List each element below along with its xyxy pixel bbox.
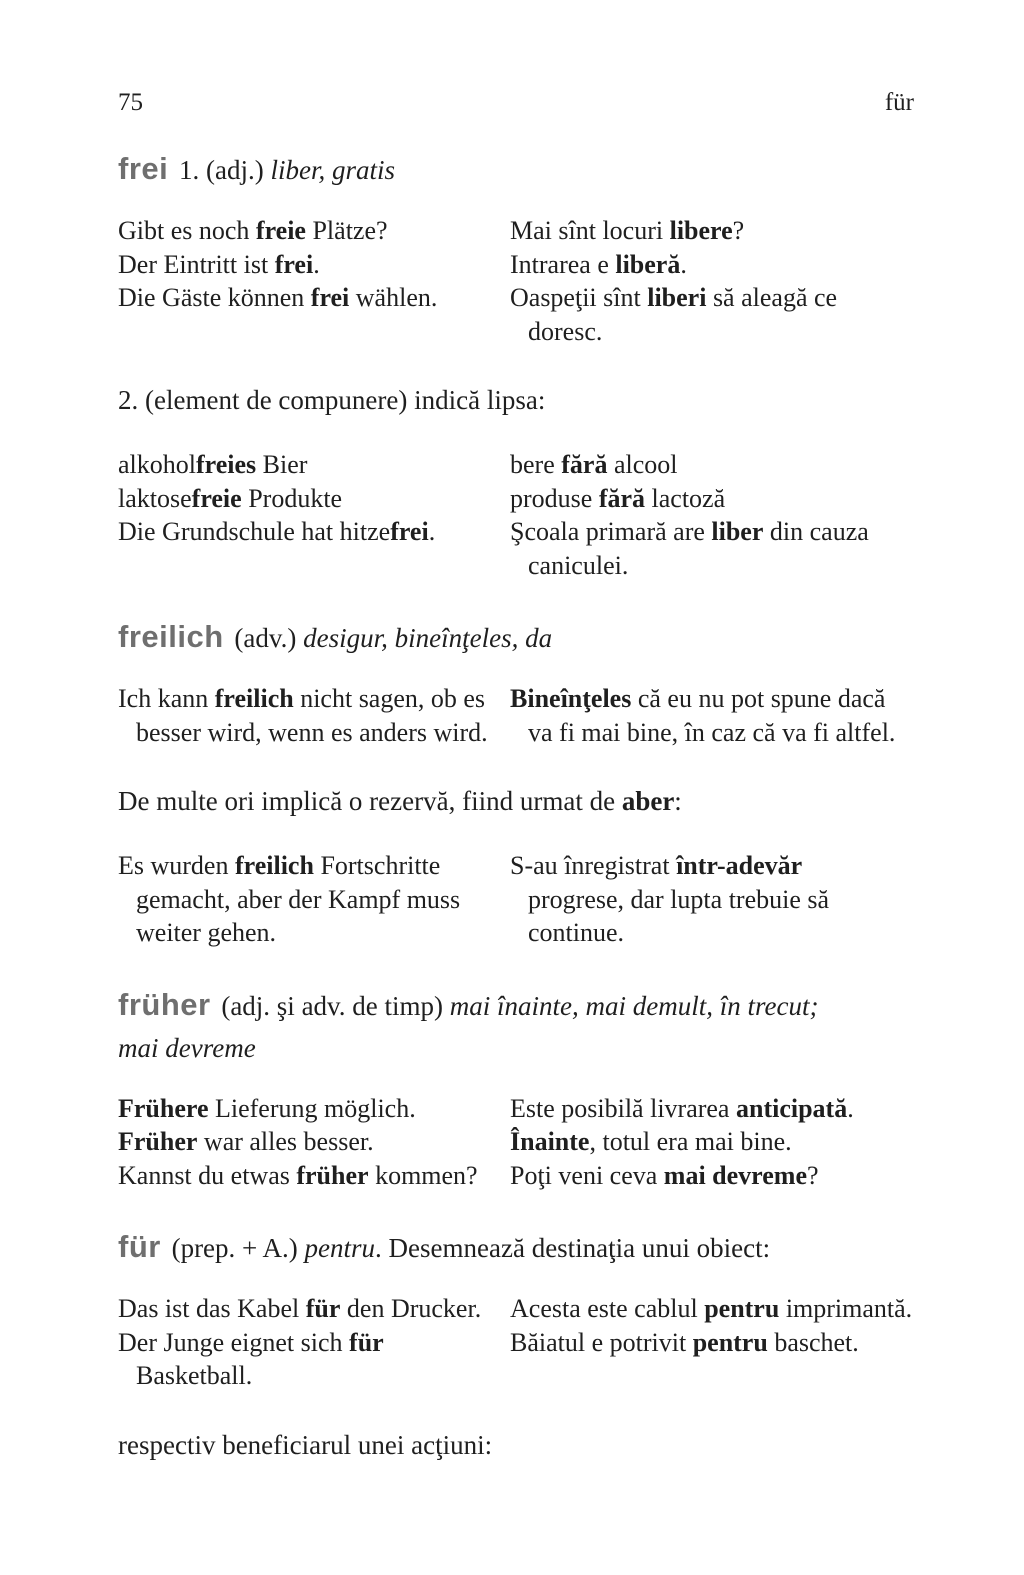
bold-term: freilich	[214, 684, 294, 713]
plain-text: .	[680, 249, 687, 279]
bold-term: liberă	[615, 249, 681, 279]
bold-term: liberi	[647, 283, 707, 312]
bold-term: freies	[196, 450, 257, 479]
example-line	[118, 1359, 510, 1393]
plain-text: Fortschritte	[313, 851, 441, 880]
plain-text: Die Grundschule hat hitze	[118, 517, 391, 546]
headword: früher	[118, 986, 211, 1022]
plain-text: weiter gehen.	[136, 918, 277, 947]
plain-text: Gibt es noch	[118, 216, 256, 245]
example-line	[118, 515, 510, 549]
examples-romanian-column	[510, 682, 914, 749]
examples-german-column	[118, 214, 510, 348]
bold-term: für	[305, 1294, 341, 1323]
plain-text: S-au înregistrat	[510, 851, 677, 880]
plain-text: (adj. şi adv. de timp)	[214, 990, 450, 1021]
example-line	[510, 281, 914, 315]
example-line	[510, 214, 914, 248]
plain-text: 2. (element de compunere) indică lipsa:	[118, 385, 546, 415]
bold-term: anticipată	[735, 1093, 848, 1123]
plain-text: besser wird, wenn es anders wird.	[136, 717, 488, 747]
plain-text: progrese, dar lupta trebuie să	[528, 884, 830, 914]
plain-text: că eu nu pot spune dacă	[631, 684, 886, 713]
plain-text: De multe ori implică o rezervă, fiind urmat de	[118, 786, 622, 816]
plain-text: Este posibilă livrarea	[510, 1093, 736, 1123]
plain-text: nicht sagen, ob es	[293, 684, 486, 713]
italic-translation: desigur, bineînţeles, da	[303, 623, 553, 653]
example-line	[118, 716, 510, 750]
sense-note	[118, 1427, 914, 1463]
plain-text: Poţi veni ceva	[510, 1160, 664, 1190]
plain-text: war alles besser.	[197, 1127, 374, 1156]
plain-text: va fi mai bine, în caz că va fi altfel.	[528, 717, 896, 747]
example-line	[510, 1125, 914, 1159]
entry-header-frei	[118, 148, 914, 191]
entry-header-line	[118, 1027, 914, 1069]
plain-text: Bier	[256, 450, 308, 479]
example-line	[118, 916, 510, 950]
plain-text: . Desemnează destinaţia unui obiect:	[375, 1233, 771, 1263]
plain-text: să aleagă ce	[706, 283, 838, 312]
examples-romanian-column	[510, 1092, 914, 1193]
bold-term: fără	[561, 450, 608, 479]
plain-text: (adv.)	[227, 623, 304, 653]
example-block	[118, 1092, 914, 1193]
examples-romanian-column	[510, 448, 914, 582]
sense-note	[118, 382, 914, 418]
bold-term: pentru	[704, 1294, 780, 1323]
plain-text: bere	[510, 450, 562, 479]
italic-translation: mai devreme	[118, 1032, 256, 1063]
example-line	[510, 448, 914, 482]
plain-text: baschet.	[767, 1327, 859, 1357]
example-line	[118, 1092, 510, 1126]
plain-text: :	[674, 786, 682, 816]
bold-term: mai devreme	[663, 1160, 807, 1190]
example-line	[510, 883, 914, 917]
examples-romanian-column	[510, 849, 914, 950]
examples-german-column	[118, 849, 510, 950]
plain-text: Die Gäste können	[118, 283, 311, 312]
example-line	[118, 281, 510, 315]
examples-german-column	[118, 448, 510, 582]
plain-text: Ich kann	[118, 684, 215, 713]
example-line	[118, 1292, 510, 1326]
bold-term: libere	[669, 216, 733, 245]
bold-term: fără	[598, 483, 646, 513]
plain-text: laktose	[118, 483, 192, 513]
example-line	[118, 849, 510, 883]
example-line	[510, 1326, 914, 1360]
plain-text: .	[847, 1093, 854, 1123]
plain-text: Plätze?	[305, 216, 388, 245]
example-line	[510, 1159, 914, 1193]
plain-text: doresc.	[528, 316, 603, 346]
example-block	[118, 682, 914, 749]
sense-note	[118, 783, 914, 819]
example-block	[118, 849, 914, 950]
bold-term: aber	[621, 786, 675, 816]
plain-text: Intrarea e	[510, 249, 616, 279]
example-line	[510, 315, 914, 349]
plain-text: Lieferung möglich.	[208, 1093, 416, 1123]
bold-term: într-adevăr	[676, 851, 803, 880]
plain-text: wählen.	[349, 283, 438, 312]
page-header	[118, 88, 914, 118]
headword: für	[118, 1229, 161, 1264]
headword: freilich	[118, 619, 224, 654]
example-block	[118, 1292, 914, 1393]
example-line	[118, 1326, 510, 1360]
italic-translation: liber, gratis	[270, 155, 395, 185]
bold-term: freilich	[234, 851, 314, 880]
entry-header-früher	[118, 984, 914, 1069]
plain-text: Der Eintritt ist	[118, 249, 275, 279]
bold-term: Frühere	[118, 1093, 209, 1123]
examples-german-column	[118, 1092, 510, 1193]
entry-header-line	[118, 984, 914, 1027]
bold-term: Früher	[118, 1127, 198, 1156]
example-line	[510, 549, 914, 583]
examples-german-column	[118, 1292, 510, 1393]
example-line	[118, 1159, 510, 1193]
plain-text: respectiv beneficiarul unei acţiuni:	[118, 1429, 493, 1460]
example-line	[118, 482, 510, 516]
plain-text: Băiatul e potrivit	[510, 1327, 693, 1357]
bold-term: früher	[296, 1160, 369, 1190]
bold-term: freie	[255, 216, 306, 245]
plain-text: alkohol	[118, 450, 196, 479]
plain-text: gemacht, aber der Kampf muss	[136, 884, 461, 914]
plain-text: lactoză	[645, 483, 726, 513]
bold-term: für	[349, 1327, 384, 1357]
example-line	[118, 682, 510, 716]
entry-header-für	[118, 1226, 914, 1269]
examples-romanian-column	[510, 1292, 914, 1393]
bold-term: liber	[711, 517, 764, 546]
entry-header-line	[118, 1226, 914, 1269]
plain-text: , totul era mai bine.	[589, 1127, 792, 1156]
plain-text: alcool	[607, 450, 678, 479]
plain-text: Das ist das Kabel	[118, 1294, 306, 1323]
plain-text: (prep. + A.)	[164, 1233, 305, 1263]
plain-text: den Drucker.	[340, 1294, 482, 1323]
plain-text: ?	[732, 216, 745, 245]
example-line	[118, 883, 510, 917]
plain-text: caniculei.	[528, 550, 629, 580]
plain-text: produse	[510, 483, 599, 513]
plain-text: imprimantă.	[779, 1294, 913, 1323]
example-line	[510, 248, 914, 282]
bold-term: freie	[191, 483, 242, 513]
examples-german-column	[118, 682, 510, 749]
plain-text: Oaspeţii sînt	[510, 283, 648, 312]
plain-text: .	[313, 249, 320, 279]
bold-term: frei	[310, 283, 350, 312]
example-block	[118, 214, 914, 348]
plain-text: kommen?	[368, 1160, 478, 1190]
headword: frei	[118, 151, 169, 186]
plain-text: Acesta este cablul	[510, 1294, 705, 1323]
bold-term: frei	[390, 517, 429, 546]
example-line	[510, 849, 914, 883]
running-head: für	[884, 89, 914, 116]
plain-text: ?	[807, 1160, 819, 1190]
page-content	[118, 148, 914, 1463]
bold-term: Înainte	[510, 1127, 590, 1156]
example-line	[118, 1125, 510, 1159]
italic-translation: mai înainte, mai demult, în trecut;	[449, 990, 819, 1021]
example-line	[510, 716, 914, 750]
plain-text: 1. (adj.)	[172, 155, 271, 185]
entry-header-line	[118, 616, 914, 659]
example-line	[510, 482, 914, 516]
example-line	[118, 214, 510, 248]
plain-text: Basketball.	[136, 1361, 253, 1390]
plain-text: Der Junge eignet sich	[118, 1327, 350, 1357]
entry-header-freilich	[118, 616, 914, 659]
example-line	[510, 1092, 914, 1126]
example-line	[118, 248, 510, 282]
example-block	[118, 448, 914, 582]
bold-term: frei	[274, 249, 314, 279]
plain-text: Mai sînt locuri	[510, 216, 670, 245]
bold-term: pentru	[692, 1327, 768, 1357]
examples-romanian-column	[510, 214, 914, 348]
example-line	[510, 682, 914, 716]
plain-text: .	[428, 517, 436, 546]
example-line	[510, 1292, 914, 1326]
example-line	[118, 448, 510, 482]
plain-text: Es wurden	[118, 851, 235, 880]
plain-text: Produkte	[241, 483, 343, 513]
bold-term: Bineînţeles	[510, 684, 632, 713]
page-number: 75	[118, 89, 143, 116]
plain-text: Kannst du etwas	[118, 1160, 297, 1190]
plain-text: din cauza	[763, 517, 869, 546]
example-line	[510, 916, 914, 950]
plain-text: continue.	[528, 918, 625, 947]
plain-text: Şcoala primară are	[510, 517, 712, 546]
example-line	[510, 515, 914, 549]
italic-translation: pentru	[304, 1233, 376, 1263]
entry-header-line	[118, 148, 914, 191]
